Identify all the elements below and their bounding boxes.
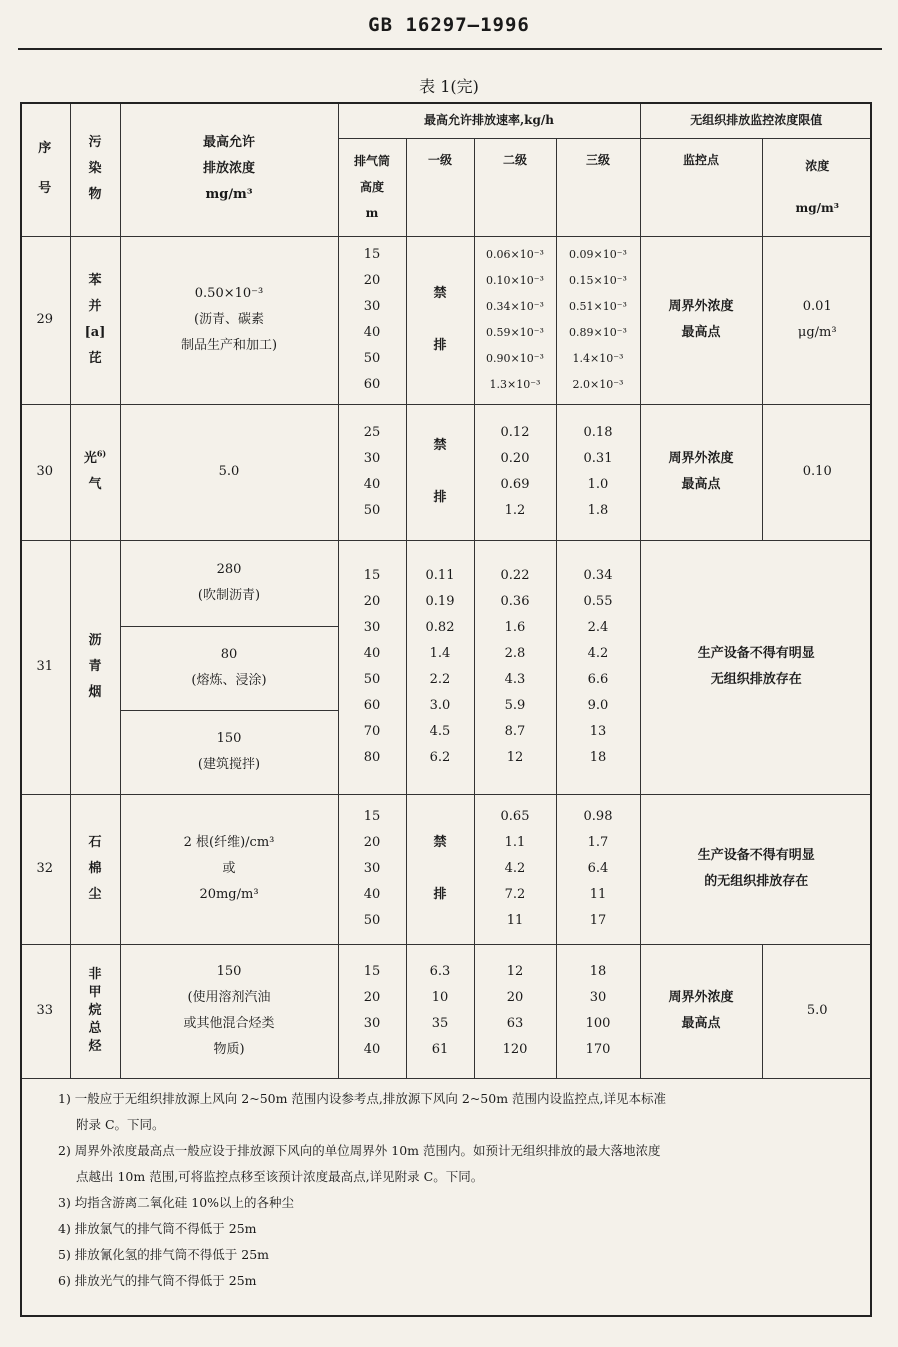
row29-limit: 0.01 μg/m³ [762,236,872,404]
row33-grade1: 6.3 10 35 61 [406,944,474,1078]
header-fugitive-group: 无组织排放监控浓度限值 [640,102,872,138]
row30-pollutant: 光$^{6)}$ 气 [70,404,120,540]
row31-grade1: 0.11 0.19 0.82 1.4 2.2 3.0 4.5 6.2 [406,540,474,794]
row29-concentration: 0.50×10⁻³ (沥青、碳素 制品生产和加工) [120,236,338,404]
header-concentration-limit: 浓度 mg/m³ [762,138,872,236]
row33-limit: 5.0 [762,944,872,1078]
row33-monitor-point: 周界外浓度 最高点 [640,944,762,1078]
row31-concentration-a: 280 (吹制沥青) [120,540,338,626]
row32-grade2: 0.65 1.1 4.2 7.2 11 [474,794,556,944]
header-max-concentration: 最高允许 排放浓度 mg/m³ [120,102,338,236]
row30-grade2: 0.12 0.20 0.69 1.2 [474,404,556,540]
row29-grade1: 禁 排 [406,236,474,404]
header-grade-2: 二级 [474,138,556,236]
header-stack-height: 排气筒 高度 m [338,138,406,236]
table-footnotes [58,1086,864,1294]
row31-pollutant: 沥 青 烟 [70,540,120,794]
row33-grade2: 12 20 63 120 [474,944,556,1078]
row32-fugitive-requirement: 生产设备不得有明显 的无组织排放存在 [640,794,872,944]
standard-code-header: GB 16297—1996 [368,14,530,36]
row32-heights: 15 20 30 40 50 [338,794,406,944]
header-monitor-point: 监控点 [640,138,762,236]
row32-grade1: 禁 排 [406,794,474,944]
header-grade-1: 一级 [406,138,474,236]
header-no: 序 号 [20,102,70,236]
row32-pollutant: 石 棉 尘 [70,794,120,944]
row31-heights: 15 20 30 40 50 60 70 80 [338,540,406,794]
row32-no: 32 [20,794,70,944]
row30-concentration: 5.0 [120,404,338,540]
row29-monitor-point: 周界外浓度 最高点 [640,236,762,404]
footnote-3: 3) 均指含游离二氧化硅 10%以上的各种尘 [58,1195,295,1210]
footnote-1: 1) 一般应于无组织排放源上风向 2~50m 范围内设参考点,排放源下风向 2~50m 范围内设监控点,详见本标准 附录 C。下同。 [58,1091,667,1132]
footnote-5: 5) 排放氰化氢的排气筒不得低于 25m [58,1247,270,1262]
header-grade-3: 三级 [556,138,640,236]
row32-concentration: 2 根(纤维)/cm³ 或 20mg/m³ [120,794,338,944]
row33-concentration: 150 (使用溶剂汽油 或其他混合烃类 物质) [120,944,338,1078]
header-max-rate-group: 最高允许排放速率,kg/h [338,102,640,138]
row33-pollutant: 非 甲 烷 总 烃 [70,944,120,1078]
table-title: 表 1(完) [419,77,479,96]
row29-pollutant: 苯 并 [a] 芘 [70,236,120,404]
row29-heights: 15 20 30 40 50 60 [338,236,406,404]
row29-no: 29 [20,236,70,404]
row33-heights: 15 20 30 40 [338,944,406,1078]
row30-heights: 25 30 40 50 [338,404,406,540]
row31-grade2: 0.22 0.36 1.6 2.8 4.3 5.9 8.7 12 [474,540,556,794]
row30-monitor-point: 周界外浓度 最高点 [640,404,762,540]
row31-grade3: 0.34 0.55 2.4 4.2 6.6 9.0 13 18 [556,540,640,794]
row30-limit: 0.10 [762,404,872,540]
row30-grade1: 禁 排 [406,404,474,540]
footnote-4: 4) 排放氯气的排气筒不得低于 25m [58,1221,257,1236]
row30-no: 30 [20,404,70,540]
row33-grade3: 18 30 100 170 [556,944,640,1078]
footnote-6: 6) 排放光气的排气筒不得低于 25m [58,1273,257,1288]
row31-concentration-c: 150 (建筑搅拌) [120,710,338,794]
row31-no: 31 [20,540,70,794]
row31-fugitive-requirement: 生产设备不得有明显 无组织排放存在 [640,540,872,794]
row32-grade3: 0.98 1.7 6.4 11 17 [556,794,640,944]
header-rule [18,48,882,50]
row29-grade2: 0.06×10⁻³ 0.10×10⁻³ 0.34×10⁻³ 0.59×10⁻³ 0.90×10⁻³ 1.3×10⁻³ [474,236,556,404]
row30-grade3: 0.18 0.31 1.0 1.8 [556,404,640,540]
row29-grade3: 0.09×10⁻³ 0.15×10⁻³ 0.51×10⁻³ 0.89×10⁻³ 1.4×10⁻³ 2.0×10⁻³ [556,236,640,404]
row33-no: 33 [20,944,70,1078]
header-pollutant: 污 染 物 [70,102,120,236]
footnote-2: 2) 周界外浓度最高点一般应设于排放源下风向的单位周界外 10m 范围内。如预计无组织排放的最大落地浓度 点越出 10m 范围,可将监控点移至该预计浓度最高点,详见附录 C。下同。 [58,1143,661,1184]
row31-concentration-b: 80 (熔炼、浸涂) [120,626,338,710]
